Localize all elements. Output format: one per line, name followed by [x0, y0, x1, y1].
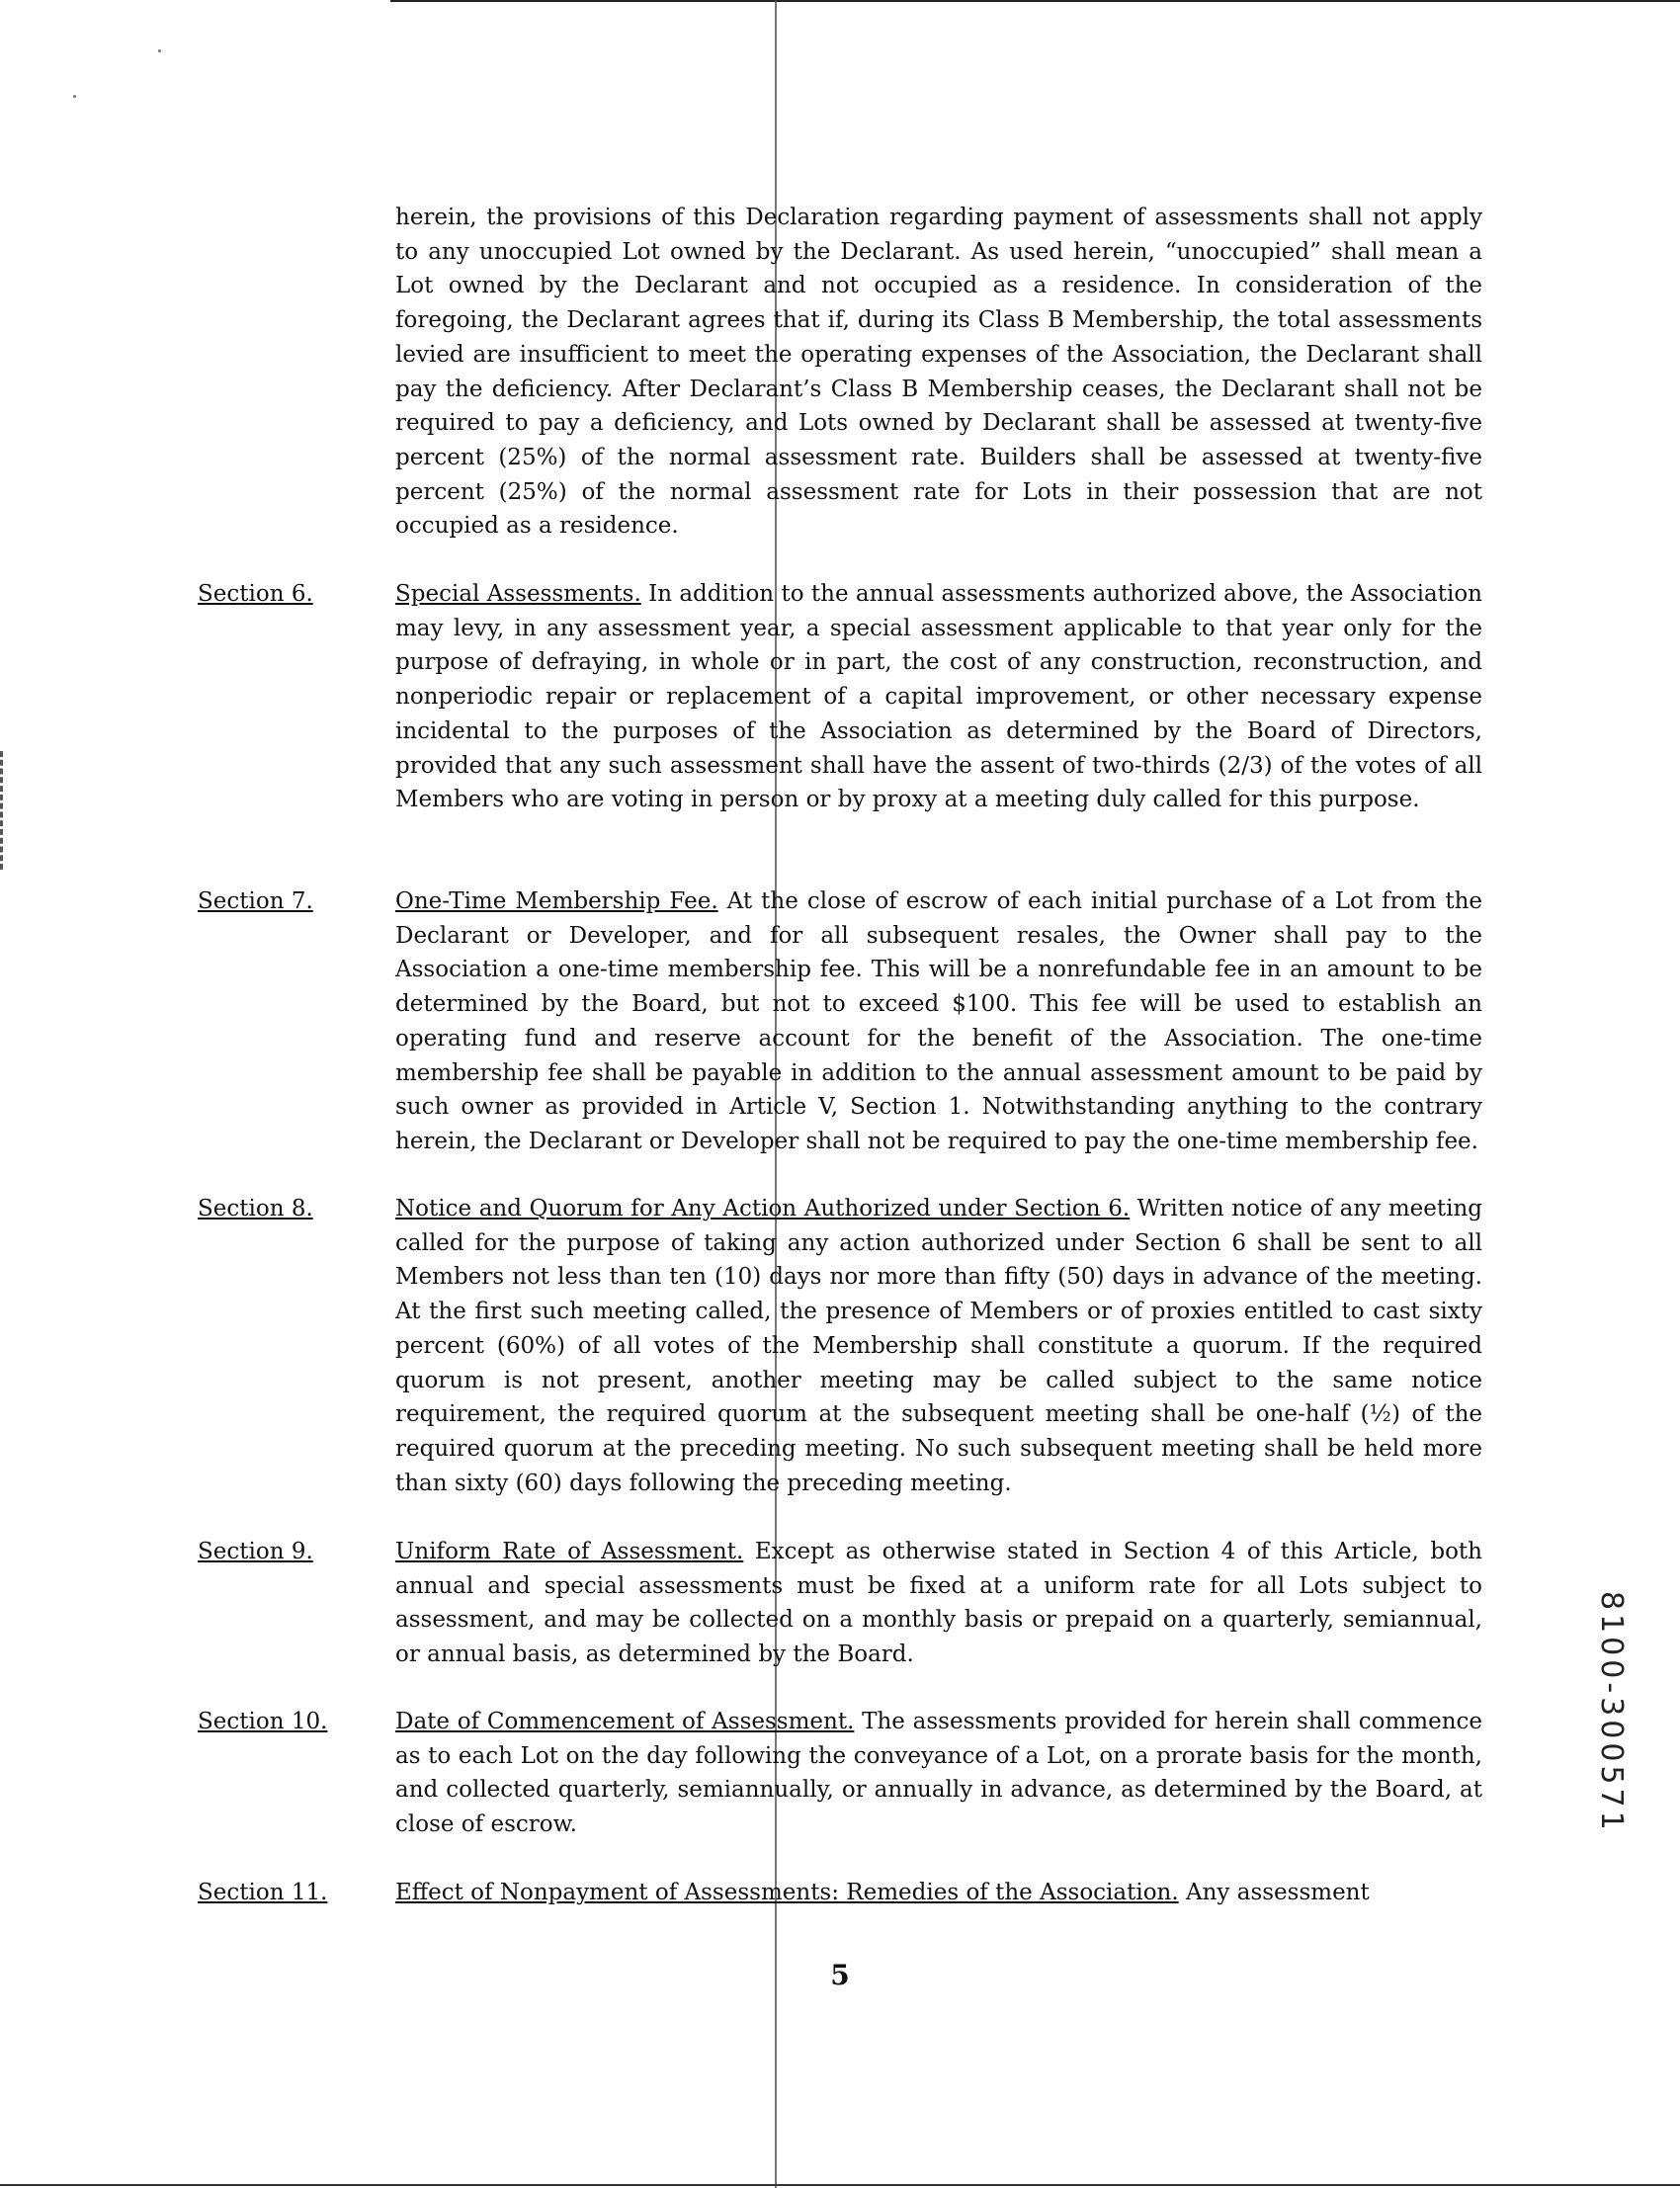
section-9-heading: Uniform Rate of Assessment. [395, 1539, 744, 1564]
section-9-body: Except as otherwise stated in Section 4 of this Article, both annual and special assessments must be fixed at a uniform rate for all Lots subject to assessment, and may be collected on a monthly basis or prepaid on a quarterly, semiannual, or annual basis, as determined by the Board. [395, 1539, 1482, 1668]
section-7-body: At the close of escrow of each initial purchase of a Lot from the Declarant or Developer, and for all subsequent resales, the Owner shall pay to the Association a one-time membership fee. This will be a nonrefundable fee in an amount to be determined by the Board, but not to exceed $100. This fee will be used to establish an operating fund and reserve account for the benefit of the Association. The one-time membership fee shall be payable in addition to the annual assessment amount to be paid by such owner as provided in Article V, Section 1. Notwithstanding anything to the contrary herein, the Declarant or Developer shall not be required to pay the one-time membership fee. [395, 888, 1483, 1154]
section-7-heading: One-Time Membership Fee. [395, 888, 718, 914]
section-11-heading: Effect of Nonpayment of Assessments: Remedies of the Association. [395, 1880, 1179, 1905]
section-10-label: Section 10. [198, 1709, 328, 1734]
section-11-paragraph [395, 1876, 1482, 1910]
section-8-heading: Notice and Quorum for Any Action Authorized under Section 6. [395, 1196, 1131, 1221]
section-11-body: Any assessment [1178, 1880, 1370, 1905]
top-border-rule [390, 0, 1680, 2]
left-margin-mark [0, 751, 7, 870]
section-6-paragraph [395, 577, 1482, 817]
section-8-body: Written notice of any meeting called for the purpose of taking any action authorized under Section 6 shall be sent to all Members not less than ten (10) days nor more than fifty (50) days in advance of the meeting. At the first such meeting called, the presence of Members or of proxies entitled to cast sixty percent (60%) of all votes of the Membership shall constitute a quorum. If the required quorum is not present, another meeting may be called subject to the same notice requirement, the required quorum at the subsequent meeting shall be one-half (½) of the required quorum at the preceding meeting. No such subsequent meeting shall be held more than sixty (60) days following the preceding meeting. [395, 1196, 1482, 1496]
section-6-heading: Special Assessments. [395, 581, 641, 607]
section-8-paragraph [395, 1192, 1482, 1500]
section-11-label: Section 11. [198, 1880, 328, 1905]
section-10-paragraph [395, 1705, 1482, 1842]
section-7-paragraph [395, 884, 1482, 1159]
section-6-body: In addition to the annual assessments authorized above, the Association may levy, in any assessment year, a special assessment applicable to that year only for the purpose of defraying, in whole or in part, the cost of any construction, reconstruction, and nonperiodic repair or replacement of a capital improvement, or other necessary expense incidental to the purposes of the Association as determined by the Board of Directors, provided that any such assessment shall have the assent of two-thirds (2/3) of the votes of all Members who are voting in person or by proxy at a meeting duly called for this purpose. [395, 581, 1482, 813]
recording-stamp: 8100-300571 [1594, 1591, 1629, 1834]
section-9-label: Section 9. [198, 1539, 313, 1564]
scan-speck [158, 49, 161, 52]
section-8-label: Section 8. [198, 1196, 313, 1221]
page-number: 5 [830, 1959, 850, 1991]
section-9-paragraph [395, 1535, 1482, 1672]
scan-speck [73, 95, 76, 98]
continuation-paragraph: herein, the provisions of this Declaration regarding payment of assessments shall not apply to any unoccupied Lot owned by the Declarant. As used herein, “unoccupied” shall mean a Lot owned by the Declarant and not occupied as a residence. In consideration of the foregoing, the Declarant agrees that if, during its Class B Membership, the total assessments levied are insufficient to meet the operating expenses of the Association, the Declarant shall pay the deficiency. After Declarant’s Class B Membership ceases, the Declarant shall not be required to pay a deficiency, and Lots owned by Declarant shall be assessed at twenty-five percent (25%) of the normal assessment rate. Builders shall be assessed at twenty-five percent (25%) of the normal assessment rate for Lots in their possession that are not occupied as a residence. [395, 205, 1482, 540]
section-7-label: Section 7. [198, 888, 313, 914]
section-10-heading: Date of Commencement of Assessment. [395, 1709, 855, 1734]
section-10-body: The assessments provided for herein shall commence as to each Lot on the day following the conveyance of a Lot, on a prorate basis for the month, and collected quarterly, semiannually, or annually in advance, as determined by the Board, at close of escrow. [395, 1709, 1483, 1838]
bottom-border-rule [0, 2184, 1680, 2186]
section-6-label: Section 6. [198, 581, 313, 607]
